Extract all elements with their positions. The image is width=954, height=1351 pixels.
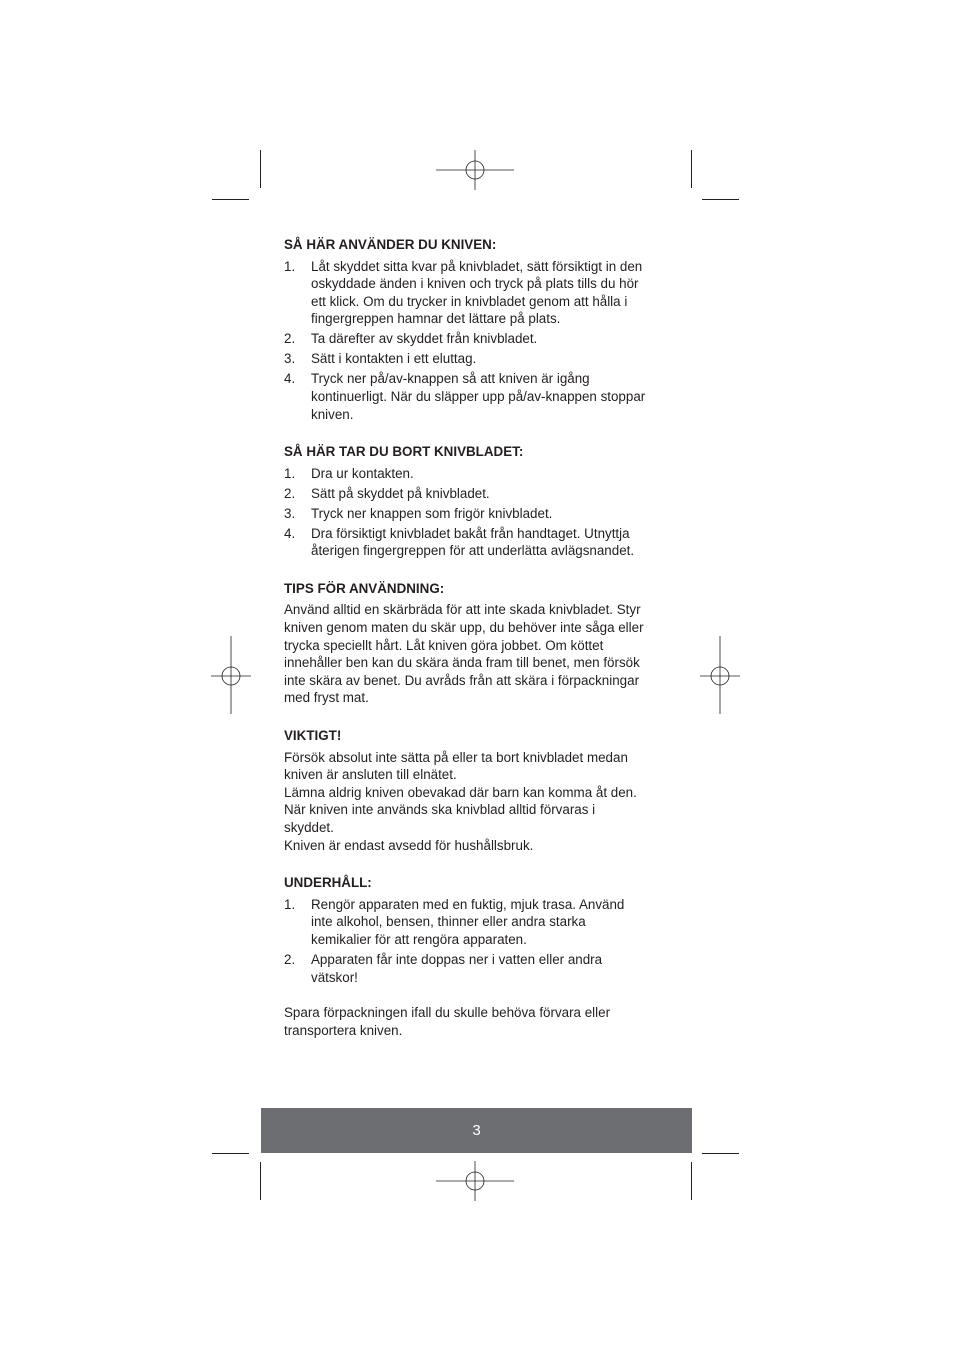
section-title: SÅ HÄR TAR DU BORT KNIVBLADET: [284,444,524,460]
crop-mark-top-left-horizontal [212,199,249,200]
list-item [284,896,646,949]
registration-mark-right [700,636,740,716]
step-text: Dra försiktigt knivbladet bakåt från handtaget. Utnyttja återigen fingergreppen för att underlätta avlägsnandet. [311,525,635,559]
section-title: VIKTIGT! [284,728,342,743]
step-number: 4. [284,525,296,541]
page-footer-bar [261,1108,692,1153]
step-text: Tryck ner på/av-knappen så att kniven är igång kontinuerligt. När du släpper upp på/av-knappen stoppar kniven. [311,371,646,422]
section-maintenance [284,874,646,986]
crop-mark-top-right-vertical [691,150,692,188]
list-item [284,485,646,503]
paragraph [284,601,646,707]
step-number: 1. [284,896,296,912]
paragraph-text: Använd alltid en skärbräda för att inte skada knivbladet. Styr kniven genom maten du skär upp, du behöver inte såga eller trycka speciellt hårt. Låt kniven göra jobbet. Om köttet innehåller ben kan du skära ända fram till benet, men försök inte skära av benet. Du avråds från att skära i förpackningar med fryst mat. [284,602,644,706]
crop-mark-top-right-horizontal [702,199,739,200]
manual-page-content [284,236,646,1059]
page-number: 3 [472,1122,481,1139]
list-item [284,525,646,560]
step-text: Ta därefter av skyddet från knivbladet. [311,331,538,347]
step-number: 2. [284,485,296,501]
step-number: 1. [284,258,296,274]
list-item [284,258,646,328]
paragraph [284,749,646,855]
list-item [284,505,646,523]
step-text: Dra ur kontakten. [311,465,414,481]
step-number: 2. [284,331,296,347]
registration-mark-top [436,150,516,190]
section-title: SÅ HÄR ANVÄNDER DU KNIVEN: [284,237,497,252]
section-title: UNDERHÅLL: [284,875,372,891]
list-item [284,350,646,368]
step-text: Sätt på skyddet på knivbladet. [311,485,490,501]
section-title: TIPS FÖR ANVÄNDNING: [284,580,445,596]
step-text: Sätt i kontakten i ett eluttag. [311,351,477,367]
step-number: 4. [284,371,296,387]
section-remove-blade [284,443,646,560]
paragraph-text: Lämna aldrig kniven obevakad där barn kan komma åt den. [284,784,637,800]
step-number: 3. [284,505,296,521]
registration-mark-left [211,636,251,716]
paragraph-text: Försök absolut inte sätta på eller ta bort knivbladet medan kniven är ansluten till elnätet. [284,749,628,783]
step-number: 2. [284,951,296,967]
crop-mark-top-left-vertical [260,150,261,188]
crop-mark-bottom-left-horizontal [212,1153,249,1154]
list-item [284,465,646,483]
steps-list [284,258,646,424]
step-text: Låt skyddet sitta kvar på knivbladet, sätt försiktigt in den oskyddade änden i kniven och tryck på plats tills du hör ett klick. Om du trycker in knivbladet genom att hålla i fingergreppen hamnar det lättare på plats. [311,258,643,327]
step-text: Tryck ner knappen som frigör knivbladet. [311,505,553,521]
paragraph-text: När kniven inte används ska knivblad alltid förvaras i skyddet. [284,802,596,835]
list-item [284,951,646,986]
registration-mark-bottom [436,1161,516,1201]
steps-list [284,465,646,560]
steps-list [284,896,646,986]
list-item [284,370,646,423]
step-text: Rengör apparaten med en fuktig, mjuk trasa. Använd inte alkohol, bensen, thinner eller andra starka kemikalier för att rengöra apparaten. [311,896,625,947]
crop-mark-bottom-left-vertical [260,1162,261,1200]
closing-note: Spara förpackningen ifall du skulle behöva förvara eller transportera kniven. [284,1005,611,1038]
section-important [284,727,646,854]
crop-mark-bottom-right-horizontal [702,1153,739,1154]
section-using-knife [284,236,646,423]
paragraph-text: Kniven är endast avsedd för hushållsbruk. [284,837,534,853]
crop-mark-bottom-right-vertical [691,1162,692,1200]
section-usage-tips [284,580,646,707]
step-number: 1. [284,465,296,481]
list-item [284,330,646,348]
step-number: 3. [284,351,296,367]
step-text: Apparaten får inte doppas ner i vatten eller andra vätskor! [311,951,603,985]
